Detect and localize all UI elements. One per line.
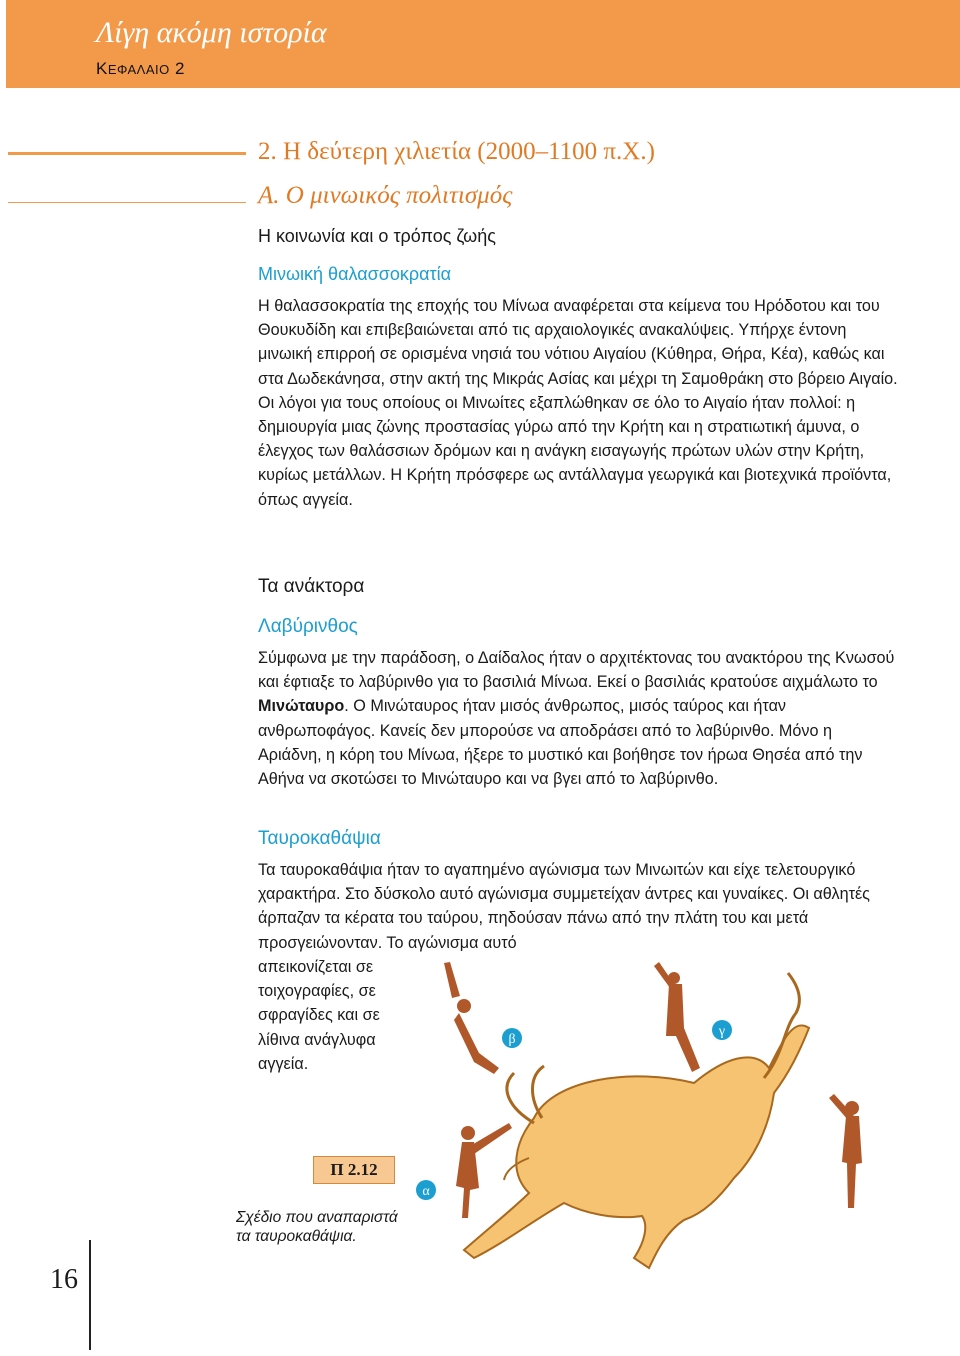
page-number-rule	[89, 1240, 91, 1350]
labyrinth-paragraph	[258, 646, 898, 791]
bull-leaping-illustration	[404, 958, 880, 1276]
bull-horn-1	[507, 1073, 534, 1123]
section-title: 2. Η δεύτερη χιλιετία (2000–1100 π.Χ.)	[258, 138, 655, 165]
thalassocracy-text: Η θαλασσοκρατία της εποχής του Μίνωα αναφέρεται στα κείμενα του Ηρόδοτου και του Θουκυδίδη και επιβεβαιώνεται από τις αρχαιολογικές ανακαλύψεις. Υπήρχε έντονη μινωική επιρροή σε ορισμένα νησιά του νότιου Αιγαίου (Κύθηρα, Θήρα, Κέα), καθώς και στα Δωδεκάνησα, στην ακτή της Μικράς Ασίας και μέχρι τη Σαμοθράκη στο βόρειο Αιγαίο. Οι λόγοι για τους οποίους οι Μινωίτες εξαπλώθηκαν σε όλο το Αιγαίο ήταν πολλοί: η δημιουργία μιας ζώνης προστασίας γύρω από την Κρήτη και η στρατιωτική άμυνα, ο έλεγχος των θαλάσσιων δρόμων και η ανάγκη εισαγωγής πρώτων υλών στην Κρήτη, κυρίως μετάλλων. Η Κρήτη πρόσφερε ως αντάλλαγμα γεωργικά και βιοτεχνικά προϊόντα, όπως αγγεία.	[258, 297, 898, 509]
labyrinth-text-1: Σύμφωνα με την παράδοση, ο Δαίδαλος ήταν ο αρχιτέκτονας του ανακτόρου της Κνωσού και έφτιαξε το λαβύρινθο για το βασιλιά Μίνωα. Εκεί ο βασιλιάς κρατούσε αιχμάλωτο το	[258, 649, 895, 692]
chapter-number: 2	[169, 59, 185, 78]
marker-alpha	[416, 1180, 436, 1200]
section-rule	[8, 152, 246, 155]
marker-gamma	[712, 1020, 732, 1040]
marker-beta-text: β	[508, 1032, 516, 1047]
chapter-label	[96, 59, 185, 79]
bull-body	[464, 1025, 809, 1268]
figure-caption: Σχέδιο που αναπαριστά τα ταυροκαθάψια.	[236, 1209, 398, 1245]
thalassocracy-heading: Μινωική θαλασσοκρατία	[258, 264, 451, 284]
figure-label: Π 2.12	[313, 1156, 395, 1184]
chapter-initial: Κ	[96, 59, 108, 78]
marker-beta	[502, 1028, 522, 1048]
palaces-heading: Τα ανάκτορα	[258, 576, 365, 597]
bull-leaping-heading: Ταυροκαθάψια	[258, 828, 381, 849]
society-heading: Η κοινωνία και ο τρόπος ζωής	[258, 226, 496, 246]
bull-leaping-paragraph	[258, 858, 898, 955]
book-title: Λίγη ακόμη ιστορία	[96, 16, 327, 49]
bull-leaping-side-text: απεικονίζεται σε τοιχογραφίες, σε σφραγίδες και σε λίθινα ανάγλυφα αγγεία.	[258, 958, 380, 1073]
thalassocracy-paragraph	[258, 294, 898, 512]
subsection-rule	[8, 202, 246, 203]
minotaur-term: Μινώταυρο	[258, 697, 345, 716]
marker-gamma-text: γ	[718, 1024, 726, 1039]
bull-leaping-text: Τα ταυροκαθάψια ήταν το αγαπημένο αγώνισμα των Μινωιτών και είχε τελετουργικό χαρακτήρα. Στο δύσκολο αυτό αγώνισμα συμμετείχαν άντρες και γυναίκες. Οι αθλητές άρπαζαν τα κέρατα του ταύρου, πηδούσαν πάνω από την πλάτη του και μετά προσγειώνονταν. Το αγώνισμα αυτό	[258, 861, 870, 952]
athlete-gamma	[654, 962, 700, 1072]
chapter-word: ΕΦΑΛΑΙΟ	[107, 62, 170, 77]
athlete-alpha	[456, 1123, 512, 1218]
athlete-delta	[829, 1094, 862, 1208]
subsection-title: Α. Ο μινωικός πολιτισμός	[258, 182, 513, 209]
labyrinth-text-2: . Ο Μινώταυρος ήταν μισός άνθρωπος, μισός ταύρος και ήταν ανθρωποφάγος. Κανείς δεν μπορούσε να αποδράσει από το λαβύρινθο. Μόνο η Αριάδνη, η κόρη του Μίνωα, ήξερε το μυστικό και βοήθησε τον ήρωα Θησέα από την Αθήνα να σκοτώσει το Μινώταυρο και να βγει από το λαβύρινθο.	[258, 697, 863, 789]
marker-alpha-text: α	[422, 1184, 430, 1199]
labyrinth-heading: Λαβύρινθος	[258, 616, 358, 637]
page-number: 16	[50, 1264, 78, 1295]
athlete-beta	[444, 962, 499, 1074]
